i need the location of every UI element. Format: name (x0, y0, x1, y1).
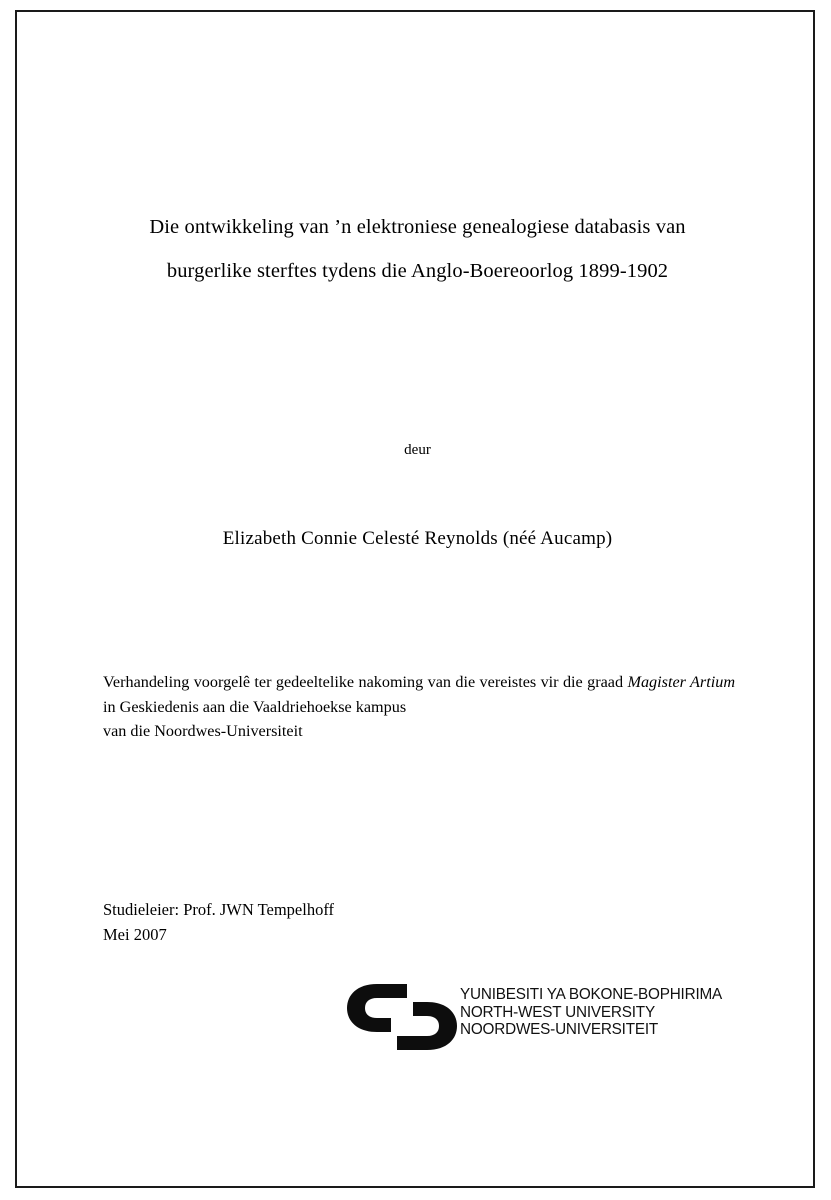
degree-statement-part1: Verhandeling voorgelê ter gedeeltelike nakoming van die vereistes vir die graad (103, 673, 628, 691)
university-logo-text (460, 986, 722, 1039)
logo-text-line-2: NORTH-WEST UNIVERSITY (460, 1003, 655, 1021)
logo-text-line-3: NOORDWES-UNIVERSITEIT (460, 1021, 659, 1038)
logo-text-line-1: YUNIBESITI YA BOKONE-BOPHIRIMA (460, 986, 723, 1003)
degree-statement-part3: van die Noordwes-Universiteit (103, 722, 303, 740)
title-line-1: Die ontwikkeling van ’n elektroniese genealogiese databasis van (149, 216, 686, 238)
supervisor-line: Studieleier: Prof. JWN Tempelhoff (103, 900, 335, 919)
north-west-university-logo-icon (347, 982, 457, 1052)
page-title (95, 205, 740, 293)
degree-statement (103, 670, 735, 744)
title-line-2: burgerlike sterftes tydens die Anglo-Boereoorlog 1899-1902 (166, 260, 669, 282)
university-logo (255, 978, 723, 1056)
author-prefix: deur (404, 442, 431, 458)
author-name: Elizabeth Connie Celesté Reynolds (néé Aucamp) (222, 528, 613, 549)
supervisor-block (103, 897, 603, 947)
degree-name: Magister Artium (627, 673, 736, 691)
title-page-content (95, 10, 740, 1188)
date-line: Mei 2007 (103, 925, 167, 944)
degree-statement-part2: in Geskiedenis aan die Vaaldriehoekse kampus (103, 697, 407, 716)
